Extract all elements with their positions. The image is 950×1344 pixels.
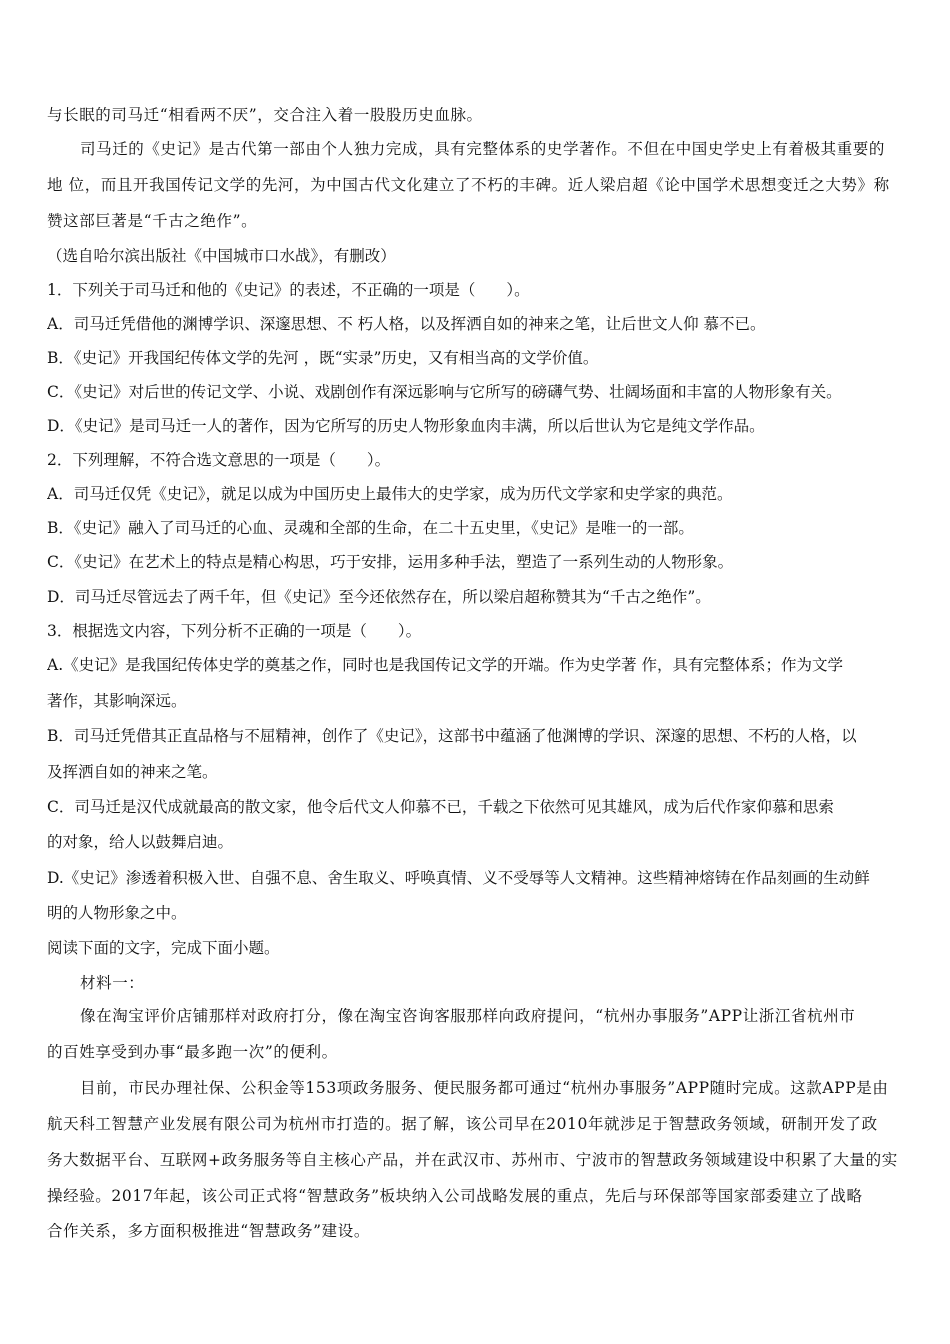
question-1: 1．下列关于司马迁和他的《史记》的表述，不正确的一项是（ ）。 <box>47 281 530 299</box>
option-b-cont: 及挥洒自如的神来之笔。 <box>47 763 218 781</box>
text-line: 目前，市民办理社保、公积金等153项政务服务、便民服务都可通过“杭州办事服务”APP随时完成。这款APP是由 <box>80 1079 889 1097</box>
source-line: （选自哈尔滨出版社《中国城市口水战》，有删改） <box>47 247 396 265</box>
question-3: 3．根据选文内容，下列分析不正确的一项是（ ）。 <box>47 622 422 640</box>
text-line: 与长眠的司马迁“相看两不厌”，交合注入着一股股历史血脉。 <box>47 106 483 124</box>
text-line: 地 位，而且开我国传记文学的先河，为中国古代文化建立了不朽的丰碑。近人梁启超《论中国学术思想变迁之大势》称 <box>47 176 890 194</box>
option-c-cont: 的对象，给人以鼓舞启迪。 <box>47 833 234 851</box>
option-a: A.《史记》是我国纪传体史学的奠基之作，同时也是我国传记文学的开端。作为史学著 作，具有完整体系；作为文学 <box>47 656 844 674</box>
text-line: 司马迁的《史记》是古代第一部由个人独力完成，具有完整体系的史学著作。不但在中国史学史上有着极其重要的 <box>80 140 886 158</box>
question-2: 2．下列理解，不符合选文意思的一项是（ ）。 <box>47 451 391 469</box>
option-b: B．司马迁凭借其正直品格与不屈精神，创作了《史记》，这部书中蕴涵了他渊博的学识、深邃的思想、不朽的人格，以 <box>47 727 857 745</box>
option-d: D．《史记》是司马迁一人的著作，因为它所写的历史人物形象血肉丰满，所以后世认为它是纯文学作品。 <box>47 417 765 435</box>
option-d-cont: 明的人物形象之中。 <box>47 904 187 922</box>
option-d: D.《史记》渗透着积极入世、自强不息、舍生取义、呼唤真情、义不受辱等人文精神。这些精神熔铸在作品刻画的生动鲜 <box>47 869 870 887</box>
text-line: 航天科工智慧产业发展有限公司为杭州市打造的。据了解，该公司早在2010年就涉足于智慧政务领域，研制开发了政 <box>47 1115 878 1133</box>
option-a: A．司马迁凭借他的渊博学识、深邃思想、不 朽人格，以及挥洒自如的神来之笔，让后世文人仰 慕不已。 <box>47 315 766 333</box>
option-a: A．司马迁仅凭《史记》，就足以成为中国历史上最伟大的史学家，成为历代文学家和史学家的典范。 <box>47 485 733 503</box>
text-line: 赞这部巨著是“千古之绝作”。 <box>47 212 258 230</box>
reading-instruction: 阅读下面的文字，完成下面小题。 <box>47 939 280 957</box>
option-b: B．《史记》开我国纪传体文学的先河 ，既“实录”历史，又有相当高的文学价值。 <box>47 349 599 367</box>
text-line: 务大数据平台、互联网+政务服务等自主核心产品，并在武汉市、苏州市、宁波市的智慧政务领域建设中积累了大量的实 <box>47 1151 898 1169</box>
text-line: 的百姓享受到办事“最多跑一次”的便利。 <box>47 1043 338 1061</box>
text-line: 像在淘宝评价店铺那样对政府打分，像在淘宝咨询客服那样向政府提问，“杭州办事服务”APP让浙江省杭州市 <box>80 1007 856 1025</box>
material-heading: 材料一： <box>80 974 145 992</box>
option-b: B．《史记》融入了司马迁的心血、灵魂和全部的生命，在二十五史里，《史记》是唯一的一部。 <box>47 519 694 537</box>
text-line: 操经验。2017年起，该公司正式将“智慧政务”板块纳入公司战略发展的重点，先后与环保部等国家部委建立了战略 <box>47 1187 863 1205</box>
option-c: C．《史记》对后世的传记文学、小说、戏剧创作有深远影响与它所写的磅礴气势、壮阔场面和丰富的人物形象有关。 <box>47 383 842 401</box>
option-c: C．《史记》在艺术上的特点是精心构思，巧于安排，运用多种手法，塑造了一系列生动的人物形象。 <box>47 553 734 571</box>
option-a-cont: 著作，其影响深远。 <box>47 692 187 710</box>
text-line: 合作关系，多方面积极推进“智慧政务”建设。 <box>47 1222 370 1240</box>
option-c: C．司马迁是汉代成就最高的散文家，他令后代文人仰慕不已，千载之下依然可见其雄风，成为后代作家仰慕和思索 <box>47 798 834 816</box>
option-d: D．司马迁尽管远去了两千年，但《史记》至今还依然存在，所以梁启超称赞其为“千古之绝作”。 <box>47 588 711 606</box>
